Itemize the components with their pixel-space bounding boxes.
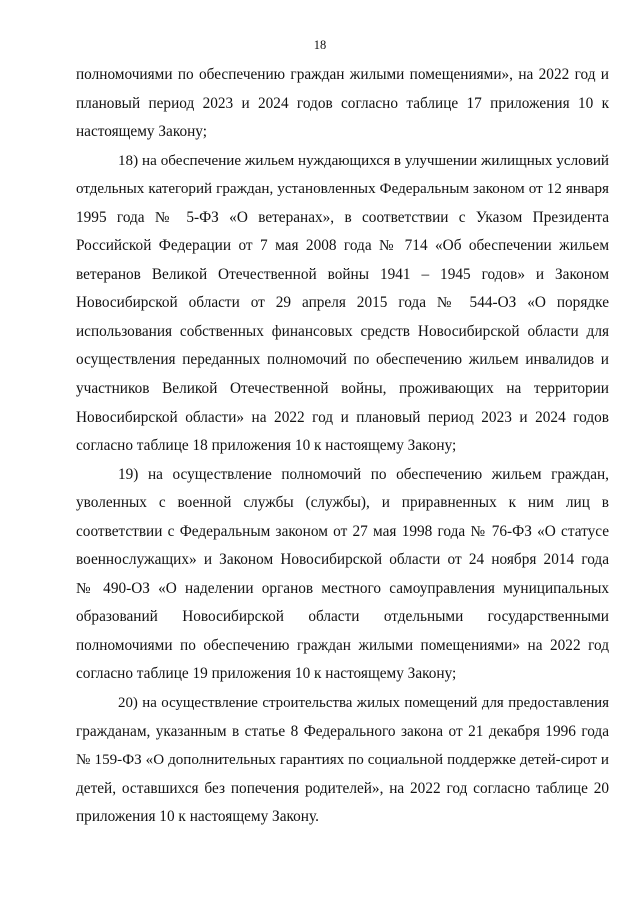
text-line: уволенных с военной службы (службы), и приравненных к ним лиц в	[76, 494, 609, 512]
text-line: полномочиями по обеспечению граждан жилыми помещениями» на 2022 год	[76, 636, 609, 654]
text-line: использования собственных финансовых средств Новосибирской области для	[76, 322, 609, 340]
text-line: согласно таблице 18 приложения 10 к настоящему Закону;	[76, 437, 457, 455]
text-line: детей, оставшихся без попечения родителей», на 2022 год согласно таблице 20	[76, 779, 609, 797]
body-text	[76, 61, 609, 832]
text-line: участников Великой Отечественной войны, проживающих на территории	[76, 380, 609, 398]
text-line: военнослужащих» и Законом Новосибирской области от 24 ноября 2014 года	[76, 551, 609, 569]
text-line: 1995 года № 5-ФЗ «О ветеранах», в соответствии с Указом Президента	[76, 208, 609, 226]
text-line: соответствии с Федеральным законом от 27 мая 1998 года № 76-ФЗ «О статусе	[76, 522, 609, 540]
text-line: ветеранов Великой Отечественной войны 1941 – 1945 годов» и Законом	[76, 265, 609, 283]
text-line: Российской Федерации от 7 мая 2008 года № 714 «Об обеспечении жильем	[76, 237, 609, 255]
text-line: согласно таблице 19 приложения 10 к настоящему Закону;	[76, 665, 457, 683]
text-line: 19) на осуществление полномочий по обеспечению жильем граждан,	[118, 465, 609, 483]
page-number: 18	[313, 38, 327, 52]
text-line: № 159-ФЗ «О дополнительных гарантиях по социальной поддержке детей-сирот и	[76, 752, 609, 769]
text-line: приложения 10 к настоящему Закону.	[76, 808, 319, 826]
text-line: осуществления переданных полномочий по обеспечению жильем инвалидов и	[76, 351, 609, 369]
text-line: плановый период 2023 и 2024 годов согласно таблице 17 приложения 10 к	[76, 94, 609, 112]
text-line: гражданам, указанным в статье 8 Федерального закона от 21 декабря 1996 года	[76, 722, 609, 740]
text-line: 18) на обеспечение жильем нуждающихся в улучшении жилищных условий	[118, 152, 609, 169]
text-line: № 490-ОЗ «О наделении органов местного самоуправления муниципальных	[76, 579, 609, 597]
text-line: отдельных категорий граждан, установленных Федеральным законом от 12 января	[76, 181, 609, 198]
text-line: 20) на осуществление строительства жилых помещений для предоставления	[118, 695, 609, 712]
text-line: Новосибирской области» на 2022 год и плановый период 2023 и 2024 годов	[76, 408, 609, 426]
text-line: настоящему Закону;	[76, 123, 208, 141]
text-line: Новосибирской области от 29 апреля 2015 года № 544-ОЗ «О порядке	[76, 294, 609, 312]
text-line: образований Новосибирской области отдельными государственными	[76, 608, 609, 626]
text-line: полномочиями по обеспечению граждан жилыми помещениями», на 2022 год и	[76, 66, 609, 83]
